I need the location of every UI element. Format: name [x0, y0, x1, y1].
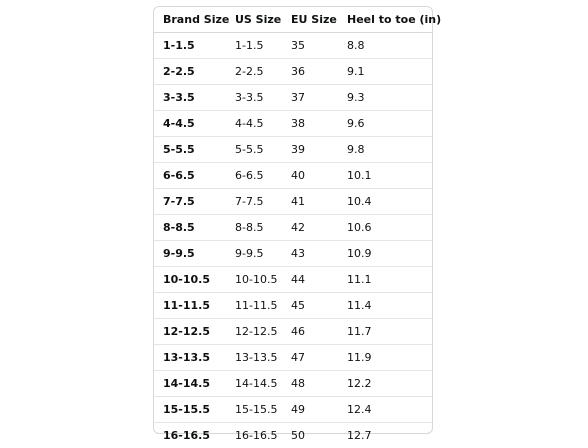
- brand-size-cell: 7-7.5: [154, 189, 226, 215]
- brand-size-cell: 3-3.5: [154, 85, 226, 111]
- us-size-cell: 1-1.5: [226, 33, 282, 59]
- eu-size-cell: 36: [282, 59, 338, 85]
- column-header-heel-to-toe: Heel to toe (in): [338, 7, 432, 33]
- heel-to-toe-cell: 9.6: [338, 111, 432, 137]
- us-size-cell: 15-15.5: [226, 397, 282, 423]
- table-row: [154, 163, 432, 189]
- heel-to-toe-cell: 8.8: [338, 33, 432, 59]
- table-row: [154, 371, 432, 397]
- size-chart-table: [154, 7, 432, 448]
- eu-size-cell: 39: [282, 137, 338, 163]
- heel-to-toe-cell: 9.3: [338, 85, 432, 111]
- brand-size-cell: 11-11.5: [154, 293, 226, 319]
- table-row: [154, 423, 432, 448]
- table-row: [154, 397, 432, 423]
- table-row: [154, 33, 432, 59]
- table-row: [154, 241, 432, 267]
- table-row: [154, 319, 432, 345]
- us-size-cell: 14-14.5: [226, 371, 282, 397]
- eu-size-cell: 46: [282, 319, 338, 345]
- table-header: [154, 7, 432, 33]
- brand-size-cell: 12-12.5: [154, 319, 226, 345]
- eu-size-cell: 47: [282, 345, 338, 371]
- table-row: [154, 189, 432, 215]
- eu-size-cell: 48: [282, 371, 338, 397]
- us-size-cell: 4-4.5: [226, 111, 282, 137]
- eu-size-cell: 38: [282, 111, 338, 137]
- table-row: [154, 293, 432, 319]
- table-body: [154, 33, 432, 448]
- us-size-cell: 8-8.5: [226, 215, 282, 241]
- us-size-cell: 6-6.5: [226, 163, 282, 189]
- brand-size-cell: 4-4.5: [154, 111, 226, 137]
- us-size-cell: 10-10.5: [226, 267, 282, 293]
- brand-size-cell: 14-14.5: [154, 371, 226, 397]
- table-row: [154, 85, 432, 111]
- us-size-cell: 2-2.5: [226, 59, 282, 85]
- table-row: [154, 137, 432, 163]
- brand-size-cell: 1-1.5: [154, 33, 226, 59]
- brand-size-cell: 8-8.5: [154, 215, 226, 241]
- heel-to-toe-cell: 11.7: [338, 319, 432, 345]
- table-row: [154, 111, 432, 137]
- heel-to-toe-cell: 12.7: [338, 423, 432, 448]
- size-chart-table-container: [153, 6, 433, 434]
- heel-to-toe-cell: 12.4: [338, 397, 432, 423]
- us-size-cell: 11-11.5: [226, 293, 282, 319]
- heel-to-toe-cell: 10.1: [338, 163, 432, 189]
- brand-size-cell: 10-10.5: [154, 267, 226, 293]
- brand-size-cell: 2-2.5: [154, 59, 226, 85]
- eu-size-cell: 44: [282, 267, 338, 293]
- heel-to-toe-cell: 11.9: [338, 345, 432, 371]
- eu-size-cell: 37: [282, 85, 338, 111]
- column-header-us-size: US Size: [226, 7, 282, 33]
- eu-size-cell: 43: [282, 241, 338, 267]
- brand-size-cell: 5-5.5: [154, 137, 226, 163]
- table-row: [154, 215, 432, 241]
- brand-size-cell: 6-6.5: [154, 163, 226, 189]
- us-size-cell: 9-9.5: [226, 241, 282, 267]
- us-size-cell: 12-12.5: [226, 319, 282, 345]
- brand-size-cell: 9-9.5: [154, 241, 226, 267]
- table-row: [154, 59, 432, 85]
- us-size-cell: 13-13.5: [226, 345, 282, 371]
- us-size-cell: 16-16.5: [226, 423, 282, 448]
- us-size-cell: 3-3.5: [226, 85, 282, 111]
- brand-size-cell: 13-13.5: [154, 345, 226, 371]
- table-row: [154, 345, 432, 371]
- column-header-eu-size: EU Size: [282, 7, 338, 33]
- heel-to-toe-cell: 10.4: [338, 189, 432, 215]
- heel-to-toe-cell: 9.1: [338, 59, 432, 85]
- eu-size-cell: 42: [282, 215, 338, 241]
- eu-size-cell: 50: [282, 423, 338, 448]
- table-row: [154, 267, 432, 293]
- eu-size-cell: 45: [282, 293, 338, 319]
- eu-size-cell: 35: [282, 33, 338, 59]
- column-header-brand-size: Brand Size: [154, 7, 226, 33]
- us-size-cell: 5-5.5: [226, 137, 282, 163]
- heel-to-toe-cell: 10.6: [338, 215, 432, 241]
- brand-size-cell: 16-16.5: [154, 423, 226, 448]
- table-header-row: [154, 7, 432, 33]
- brand-size-cell: 15-15.5: [154, 397, 226, 423]
- eu-size-cell: 49: [282, 397, 338, 423]
- us-size-cell: 7-7.5: [226, 189, 282, 215]
- heel-to-toe-cell: 9.8: [338, 137, 432, 163]
- heel-to-toe-cell: 11.4: [338, 293, 432, 319]
- heel-to-toe-cell: 12.2: [338, 371, 432, 397]
- heel-to-toe-cell: 10.9: [338, 241, 432, 267]
- eu-size-cell: 41: [282, 189, 338, 215]
- heel-to-toe-cell: 11.1: [338, 267, 432, 293]
- eu-size-cell: 40: [282, 163, 338, 189]
